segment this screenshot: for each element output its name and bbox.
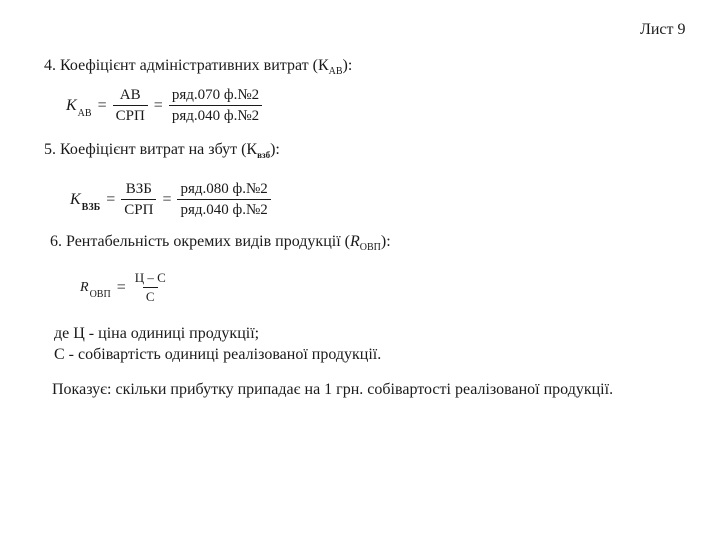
formula-kvzb-var-letter: K [70,190,81,208]
formula-rovp-fraction [132,270,169,305]
item6-heading-r: R [349,233,360,250]
formula-kav-numerator2: ряд.070 ф.№2 [171,87,260,103]
formula-kvzb [70,180,271,219]
formula-rovp-var-letter: R [80,279,89,295]
legend-price: де Ц - ціна одиниці продукції; [54,325,260,342]
formula-kvzb-denominator2: ряд.040 ф.№2 [177,199,270,219]
formula-rovp-numerator: Ц – С [134,270,166,285]
item5-heading-end: ): [270,141,280,158]
item6-heading-text: 6. Рентабельність окремих видів продукції ( [50,233,350,250]
formula-kav-var-sub: АВ [77,107,92,119]
formula-kvzb-numerator2: ряд.080 ф.№2 [180,181,268,197]
shows-text: Показує: скільки прибутку припадає на 1 грн. собівартості реалізованої продукції. [52,381,614,398]
formula-kav-denominator: СРП [113,105,148,125]
sheet-label: Лист 9 [640,21,686,38]
formula-rovp-var [80,279,111,300]
formula-kvzb-eq: = [106,190,116,208]
formula-kav-var-letter: K [66,96,77,114]
formula-kav [66,86,262,125]
formula-rovp-var-sub: ОВП [89,288,111,300]
formula-kvzb-var-sub: ВЗБ [81,201,101,213]
item6-heading-sub: ОВП [359,242,381,253]
formula-kav-var [66,96,92,119]
item4-heading [44,56,352,78]
item6-heading [50,232,391,254]
item5-heading [44,140,280,161]
formula-rovp-denominator: С [143,287,158,305]
formula-kav-eq: = [97,96,107,114]
formula-kav-fraction2 [169,86,262,125]
item5-heading-text: 5. Коефіцієнт витрат на збут (К [44,141,258,158]
item4-heading-sub: АВ [328,66,343,77]
legend-cost: С - собівартість одиниці реалізованої продукції. [54,346,382,363]
item5-heading-sub: взб [257,150,271,160]
formula-kvzb-eq2: = [162,190,172,208]
formula-kav-denominator2: ряд.040 ф.№2 [169,105,262,125]
formula-kav-numerator: АВ [119,87,141,103]
formula-rovp-eq: = [116,278,126,296]
formula-kvzb-var [70,190,101,213]
formula-kav-fraction [113,86,148,125]
formula-kvzb-numerator: ВЗБ [125,181,152,197]
formula-kav-eq2: = [153,96,163,114]
item4-heading-text: 4. Коефіцієнт адміністративних витрат (К [44,57,329,74]
item6-heading-end: ): [380,233,391,250]
formula-kvzb-fraction [121,180,156,219]
formula-rovp [80,270,169,305]
formula-kvzb-denominator: СРП [121,199,156,219]
formula-kvzb-fraction2 [177,180,270,219]
item4-heading-end: ): [342,57,353,74]
